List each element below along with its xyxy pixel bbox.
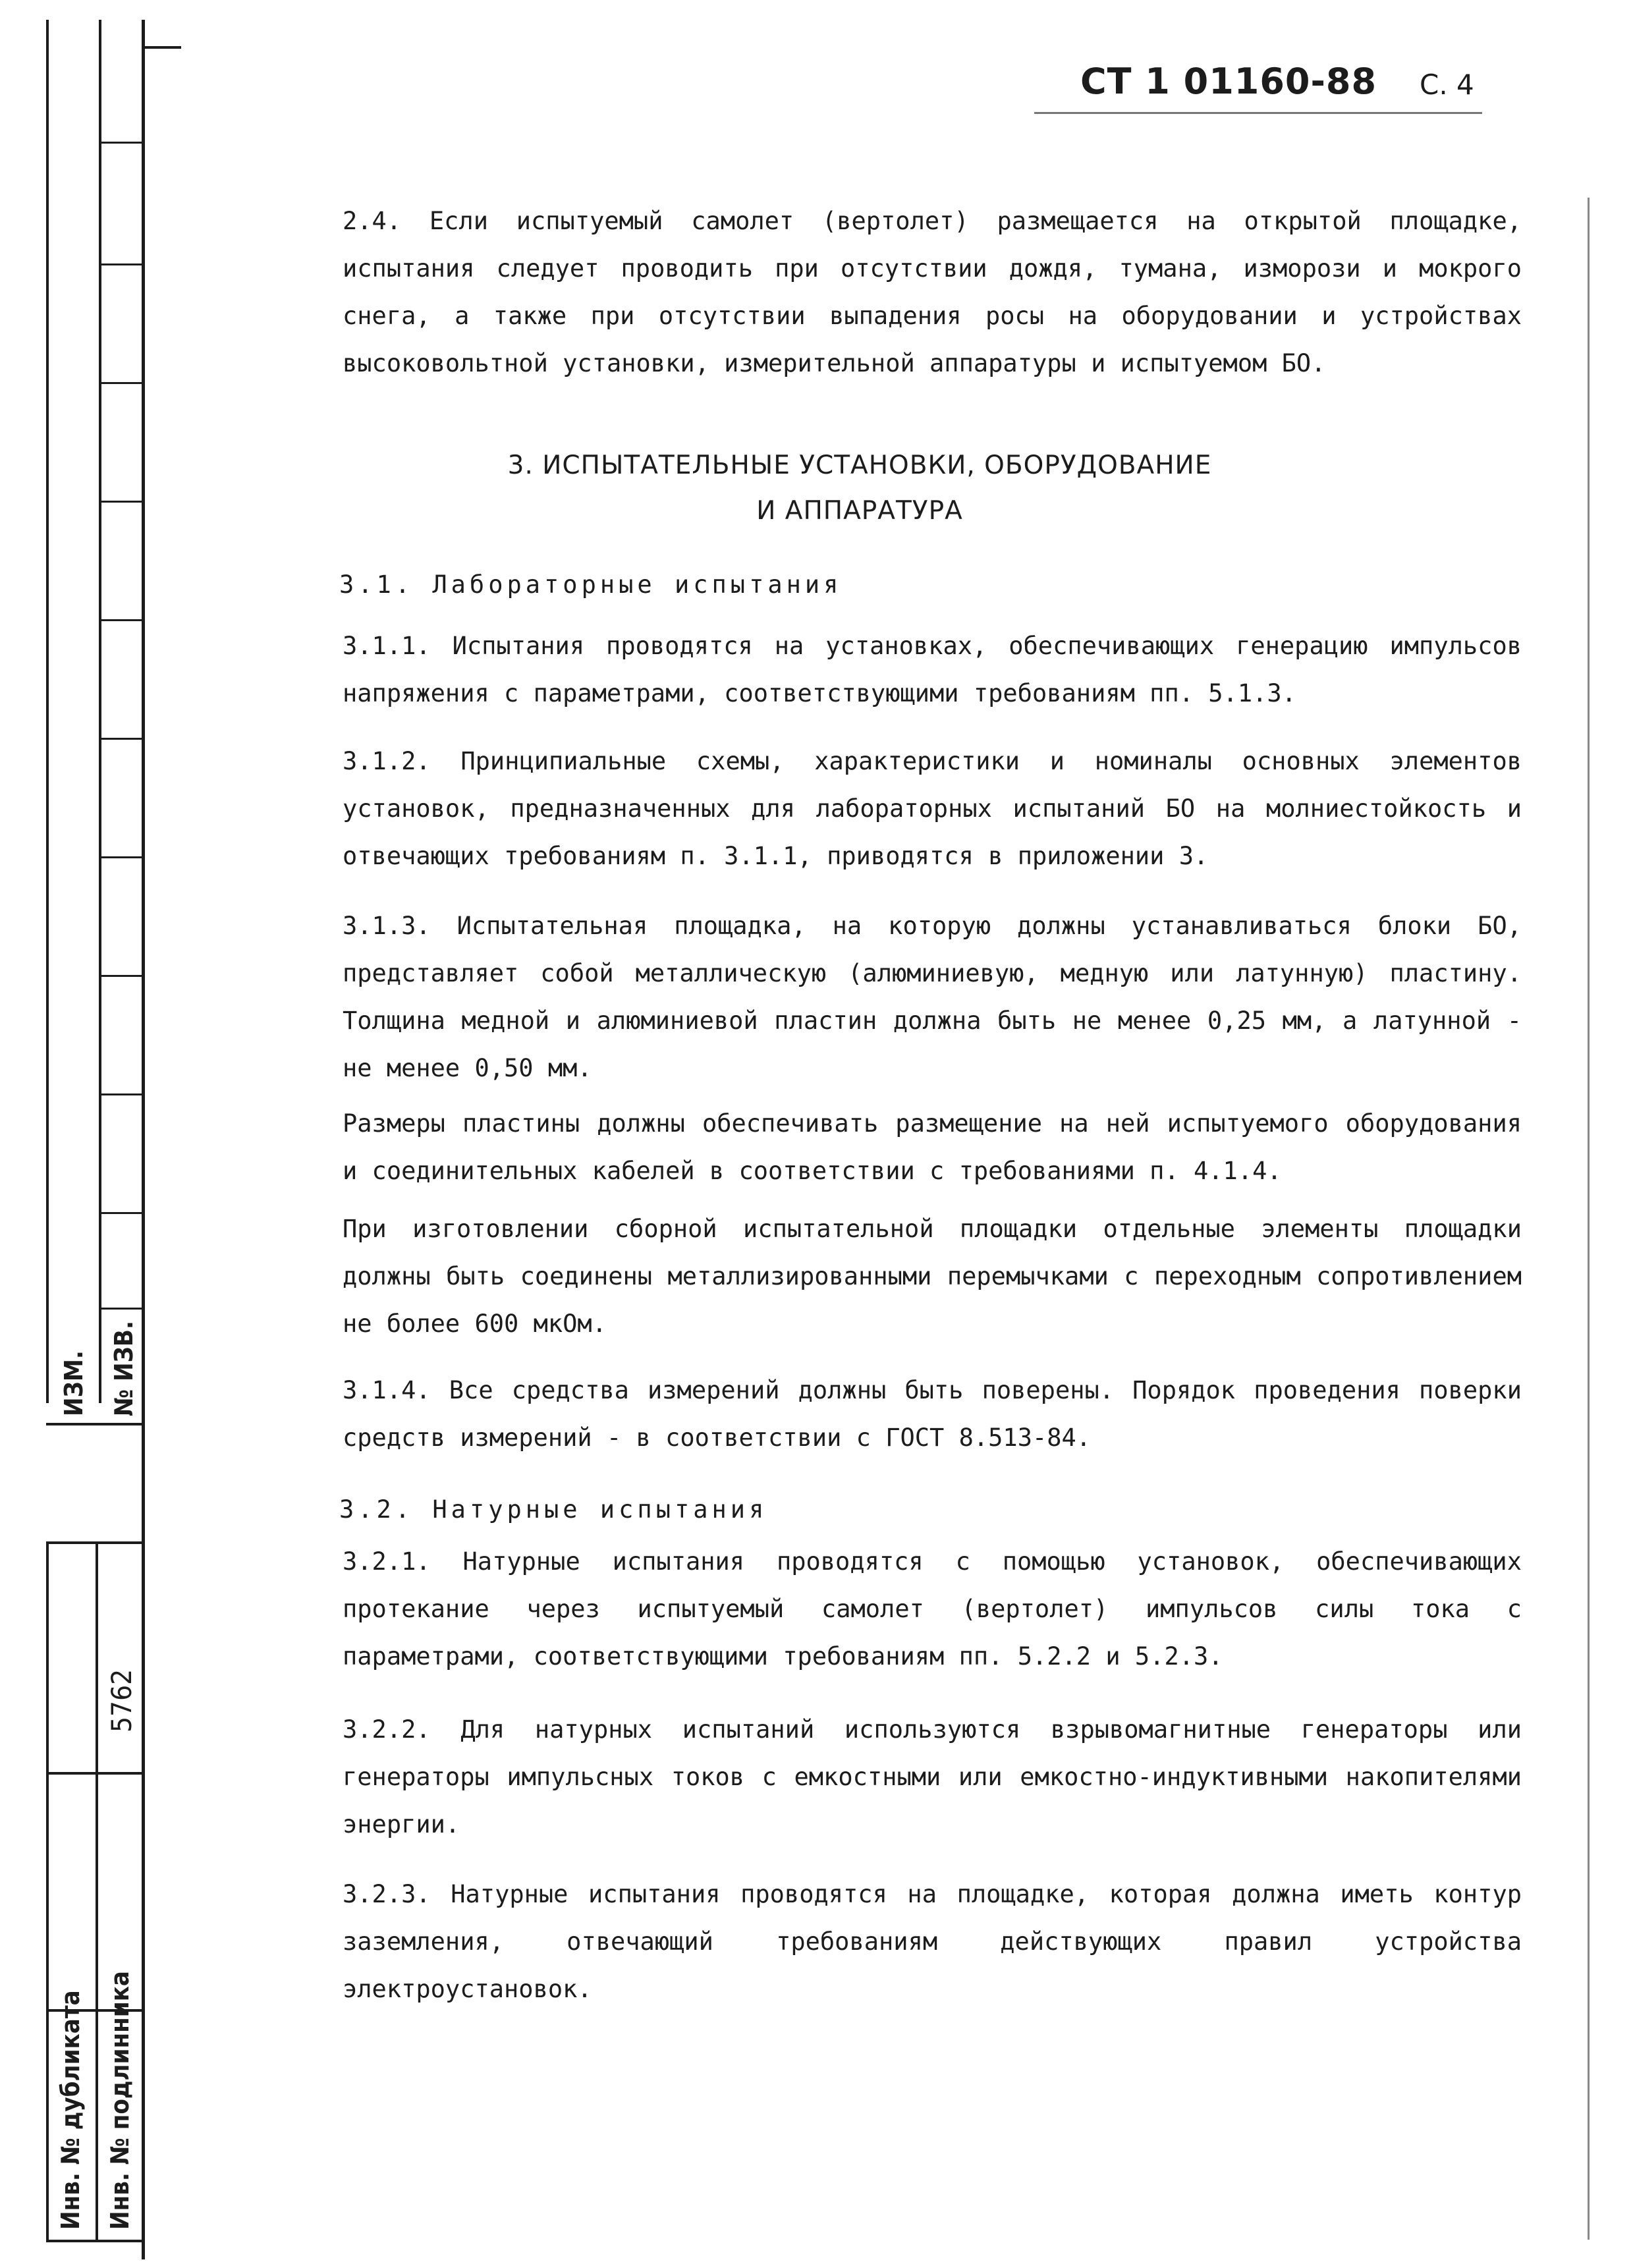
stamp-line bbox=[99, 1308, 142, 1310]
section-3-title-line2: И АППАРАТУРА bbox=[756, 496, 963, 526]
stamp-number: 5762 bbox=[105, 1669, 138, 1732]
paragraph-3-1-2: 3.1.2. Принципиальные схемы, характеристики и номиналы основных элементов установок, предназначенных для лабораторных испытаний БО на молниестойкость и отвечающих требованиям п. 3.1.1, приводятся в приложении 3. bbox=[343, 747, 1522, 870]
stamp-line bbox=[99, 501, 142, 503]
paragraph-3-2-1: 3.2.1. Натурные испытания проводятся с помощью установок, обеспечивающих протекание через испытуемый самолет (вертолет) импульсов силы тока с параметрами, соответствующими требованиям пп. 5.2.2 и 5.2.3. bbox=[343, 1547, 1522, 1671]
stamp-line bbox=[99, 382, 142, 384]
paragraph-plate-sizes: Размеры пластины должны обеспечивать размещение на ней испытуемого оборудования и соединительных кабелей в соответствии с требованиями п. 4.1.4. bbox=[343, 1109, 1522, 1185]
stamp-line bbox=[46, 1541, 145, 1544]
stamp-line bbox=[46, 2240, 145, 2242]
paragraph-3-2-3: 3.2.3. Натурные испытания проводятся на площадке, которая должна иметь контур заземления, отвечающий требованиям действующих правил устройства электроустановок. bbox=[343, 1880, 1522, 2003]
stamp-line bbox=[99, 975, 142, 977]
paragraph-3-1-1: 3.1.1. Испытания проводятся на установках, обеспечивающих генерацию импульсов напряжения с параметрами, соответствующими требованиям пп. 5.1.3. bbox=[343, 632, 1522, 707]
stamp-inv-dublikata: Инв. № дубликата bbox=[56, 1990, 85, 2230]
stamp-line bbox=[99, 856, 142, 858]
stamp-line bbox=[46, 20, 49, 1403]
stamp-line bbox=[46, 1541, 49, 2240]
stamp-line bbox=[99, 142, 142, 144]
section-3-title-line1: 3. ИСПЫТАТЕЛЬНЫЕ УСТАНОВКИ, ОБОРУДОВАНИЕ bbox=[507, 451, 1212, 480]
paragraph-3-2-2: 3.2.2. Для натурных испытаний используются взрывомагнитные генераторы или генераторы импульсных токов с емкостными или емкостно-индуктивными накопителями энергии. bbox=[343, 1715, 1522, 1839]
stamp-line bbox=[99, 263, 142, 265]
stamp-line bbox=[99, 619, 142, 621]
stamp-line bbox=[46, 1423, 145, 1425]
page-number: С. 4 bbox=[1420, 69, 1474, 101]
paragraph-2-4: 2.4. Если испытуемый самолет (вертолет) размещается на открытой площадке, испытания следует проводить при отсутствии дождя, тумана, изморози и мокрого снега, а также при отсутствии выпадения росы на оборудовании и устройствах высоковольтной установки, измерительной аппаратуры и испытуемом БО. bbox=[343, 207, 1522, 377]
stamp-line bbox=[142, 20, 145, 2259]
stamp-line bbox=[99, 1093, 142, 1095]
paragraph-3-1-3: 3.1.3. Испытательная площадка, на которую должны устанавливаться блоки БО, представляет собой металлическую (алюминиевую, медную или латунную) пластину. Толщина медной и алюминиевой пластин должна быть не менее 0,25 мм, а латунной - не менее 0,50 мм. bbox=[343, 912, 1522, 1082]
stamp-line bbox=[142, 46, 181, 49]
header-rule bbox=[1034, 112, 1482, 114]
subsection-3-2-title: 3.2. Натурные испытания bbox=[339, 1495, 768, 1524]
stamp-line bbox=[99, 738, 142, 740]
stamp-inv-podlinnika: Инв. № подлинника bbox=[105, 1971, 134, 2230]
stamp-line bbox=[99, 1212, 142, 1214]
stamp-izm: ИЗМ. bbox=[59, 1350, 88, 1416]
paragraph-assembly: При изготовлении сборной испытательной площадки отдельные элементы площадки должны быть соединены металлизированными перемычками с переходным сопротивлением не более 600 мкОм. bbox=[343, 1215, 1522, 1338]
standard-code: СТ 1 01160-88 bbox=[1080, 61, 1377, 102]
right-margin-line bbox=[1588, 198, 1590, 2240]
stamp-line bbox=[46, 1772, 145, 1775]
stamp-line bbox=[96, 1541, 98, 2240]
subsection-3-1-title: 3.1. Лабораторные испытания bbox=[339, 570, 843, 599]
stamp-line bbox=[99, 20, 101, 1403]
paragraph-3-1-4: 3.1.4. Все средства измерений должны быть поверены. Порядок проведения поверки средств измерений - в соответствии с ГОСТ 8.513-84. bbox=[343, 1376, 1522, 1452]
stamp-no-izv: № ИЗВ. bbox=[109, 1321, 138, 1416]
